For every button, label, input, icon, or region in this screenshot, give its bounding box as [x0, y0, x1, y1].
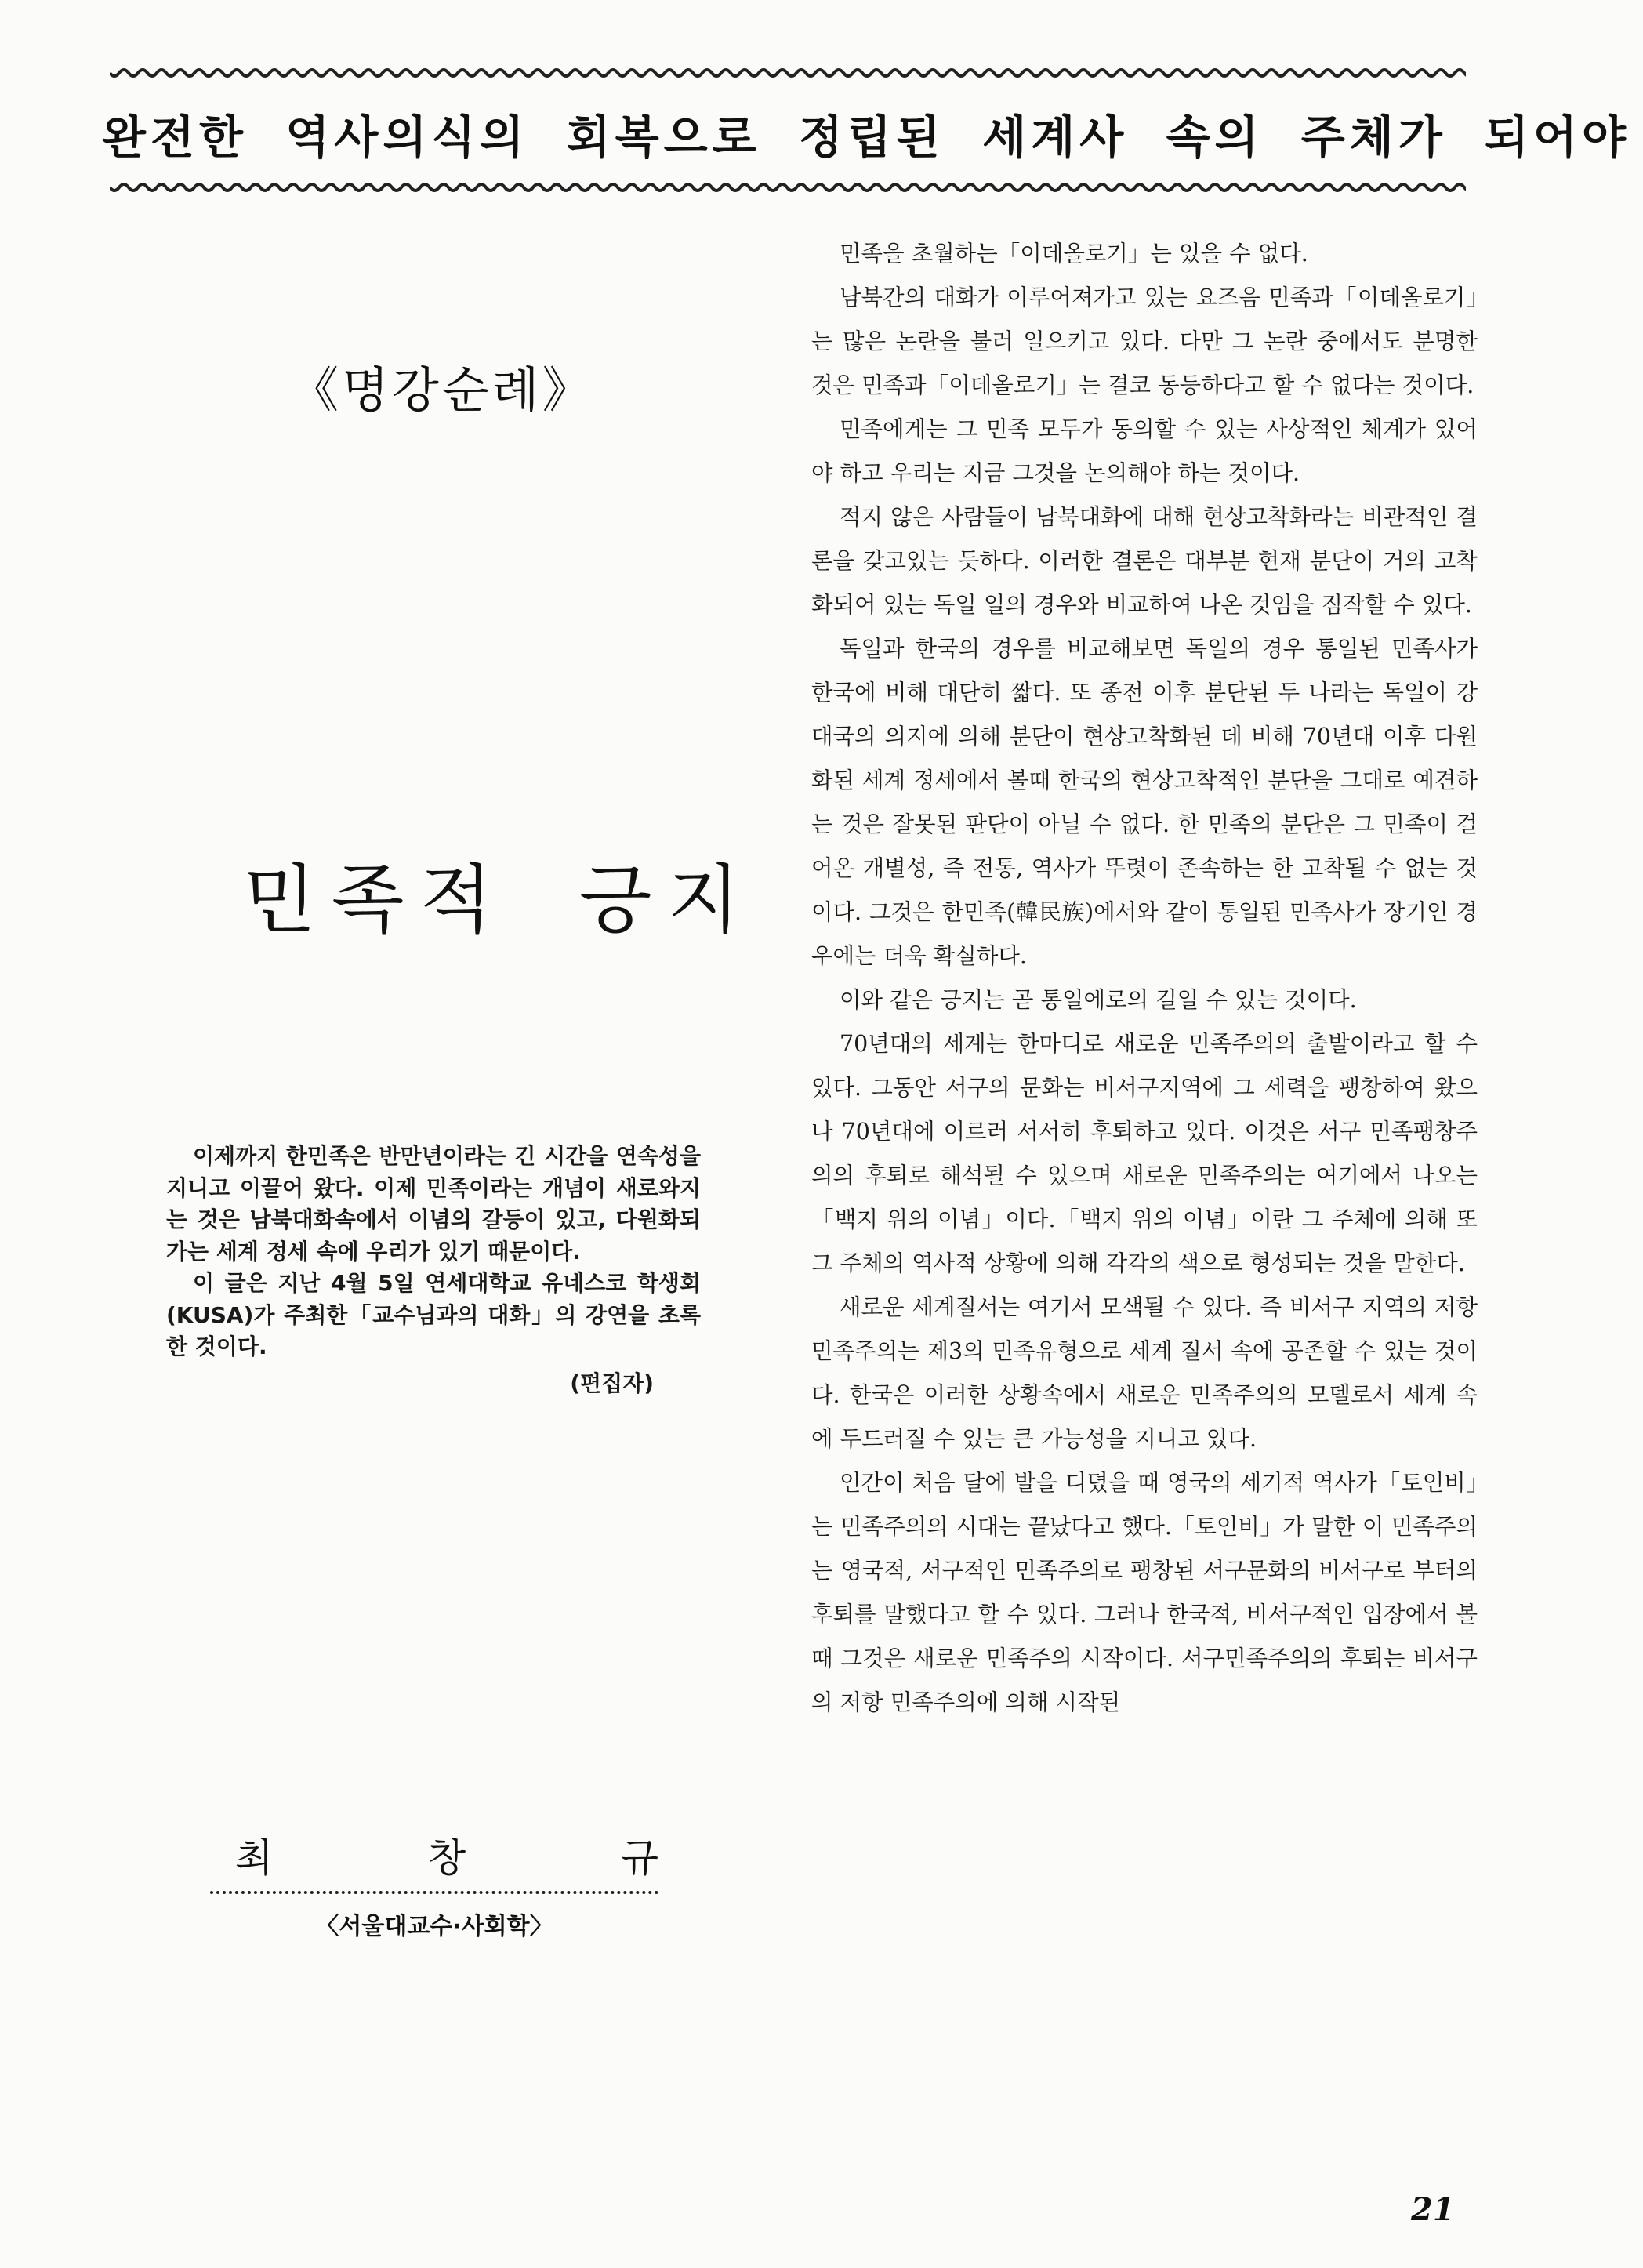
body-paragraph: 적지 않은 사람들이 남북대화에 대해 현상고착화라는 비관적인 결론을 갖고있는 듯하다. 이러한 결론은 대부분 현재 분단이 거의 고착화되어 있는 독일 일의 경우와 비교하여 나온 것임을 짐작할 수 있다. — [811, 504, 1478, 618]
body-paragraph: 70년대의 세계는 한마디로 새로운 민족주의의 출발이라고 할 수 있다. 그동안 서구의 문화는 비서구지역에 그 세력을 팽창하여 왔으나 70년대에 이르러 서서히 후퇴하고 있다. 이것은 서구 민족팽창주의의 후퇴로 해석될 수 있으며 새로운 민족주의는 여기에서 나오는「백지 위의 이념」이다.「백지 위의 이념」이란 그 주체에 의해 또 그 주체의 역사적 상황에 의해 각각의 색으로 형성되는 것을 말한다. — [811, 1031, 1478, 1276]
editor-note-paragraph: 이제까지 한민족은 반만년이라는 긴 시간을 연속성을 지니고 이끌어 왔다. 이제 민족이라는 개념이 새로와지는 것은 남북대화속에서 이념의 갈등이 있고, 다원화되 가는 세계 정세 속에 우리가 있기 때문이다. — [166, 1143, 701, 1265]
body-paragraph: 새로운 세계질서는 여기서 모색될 수 있다. 즉 비서구 지역의 저항 민족주의는 제3의 민족유형으로 세계 질서 속에 공존할 수 있는 것이다. 한국은 이러한 상황속에서 새로운 민족주의의 모델로서 세계 속에 두드러질 수 있는 큰 가능성을 지니고 있다. — [811, 1294, 1478, 1452]
author-name — [235, 1827, 658, 1883]
editor-note-paragraph: 이 글은 지난 4월 5일 연세대학교 유네스코 학생회(KUSA)가 주최한「교수님과의 대화」의 강연을 초록한 것이다. — [166, 1270, 701, 1359]
body-paragraph: 민족을 초월하는「이데올로기」는 있을 수 없다. — [840, 241, 1308, 267]
body-paragraph: 인간이 처음 달에 발을 디뎠을 때 영국의 세기적 역사가「토인비」는 민족주의의 시대는 끝났다고 했다.「토인비」가 말한 이 민족주의는 영국적, 서구적인 민족주의로 팽창된 서구문화의 비서구로 부터의 후퇴를 말했다고 할 수 있다. 그러나 한국적, 비서구적인 입장에서 볼 때 그것은 새로운 민족주의 시작이다. 서구민족주의의 후퇴는 비서구의 저항 민족주의에 의해 시작된 — [811, 1470, 1478, 1715]
author-affiliation: 〈서울대교수·사회학〉 — [315, 1913, 553, 1940]
author-name-char: 최 — [235, 1835, 274, 1881]
series-label: 《명강순례》 — [290, 361, 594, 419]
article-body — [811, 232, 1478, 1725]
author-dotted-divider — [210, 1891, 658, 1894]
editor-signature: (편집자) — [570, 1370, 654, 1396]
bottom-wavy-rule — [110, 179, 1466, 196]
body-paragraph: 독일과 한국의 경우를 비교해보면 독일의 경우 통일된 민족사가 한국에 비해 대단히 짧다. 또 종전 이후 분단된 두 나라는 독일이 강대국의 의지에 의해 분단이 현상고착화된 데 비해 70년대 이후 다원화된 세계 정세에서 볼때 한국의 현상고착적인 분단을 그대로 예견하는 것은 잘못된 판단이 아닐 수 없다. 한 민족의 분단은 그 민족이 걸어온 개별성, 즉 전통, 역사가 뚜렷이 존속하는 한 고착될 수 없는 것이다. 그것은 한민족(韓民族)에서와 같이 통일된 민족사가 장기인 경우에는 더욱 확실하다. — [811, 636, 1478, 969]
page-number: 21 — [1411, 2191, 1455, 2228]
body-paragraph: 민족에게는 그 민족 모두가 동의할 수 있는 사상적인 체계가 있어야 하고 우리는 지금 그것을 논의해야 하는 것이다. — [811, 416, 1478, 486]
author-name-char: 규 — [620, 1835, 658, 1881]
editor-note — [166, 1141, 701, 1399]
article-title: 민족적 긍지 — [243, 856, 756, 944]
top-wavy-rule — [110, 64, 1466, 82]
body-paragraph: 남북간의 대화가 이루어져가고 있는 요즈음 민족과「이데올로기」는 많은 논란을 불러 일으키고 있다. 다만 그 논란 중에서도 분명한 것은 민족과「이데올로기」는 결코 동등하다고 할 수 없다는 것이다. — [811, 285, 1478, 398]
headline: 완전한 역사의식의 회복으로 정립된 세계사 속의 주체가 되어야 — [102, 111, 1631, 164]
body-paragraph: 이와 같은 긍지는 곧 통일에로의 길일 수 있는 것이다. — [840, 987, 1357, 1013]
author-name-char: 창 — [427, 1835, 466, 1881]
